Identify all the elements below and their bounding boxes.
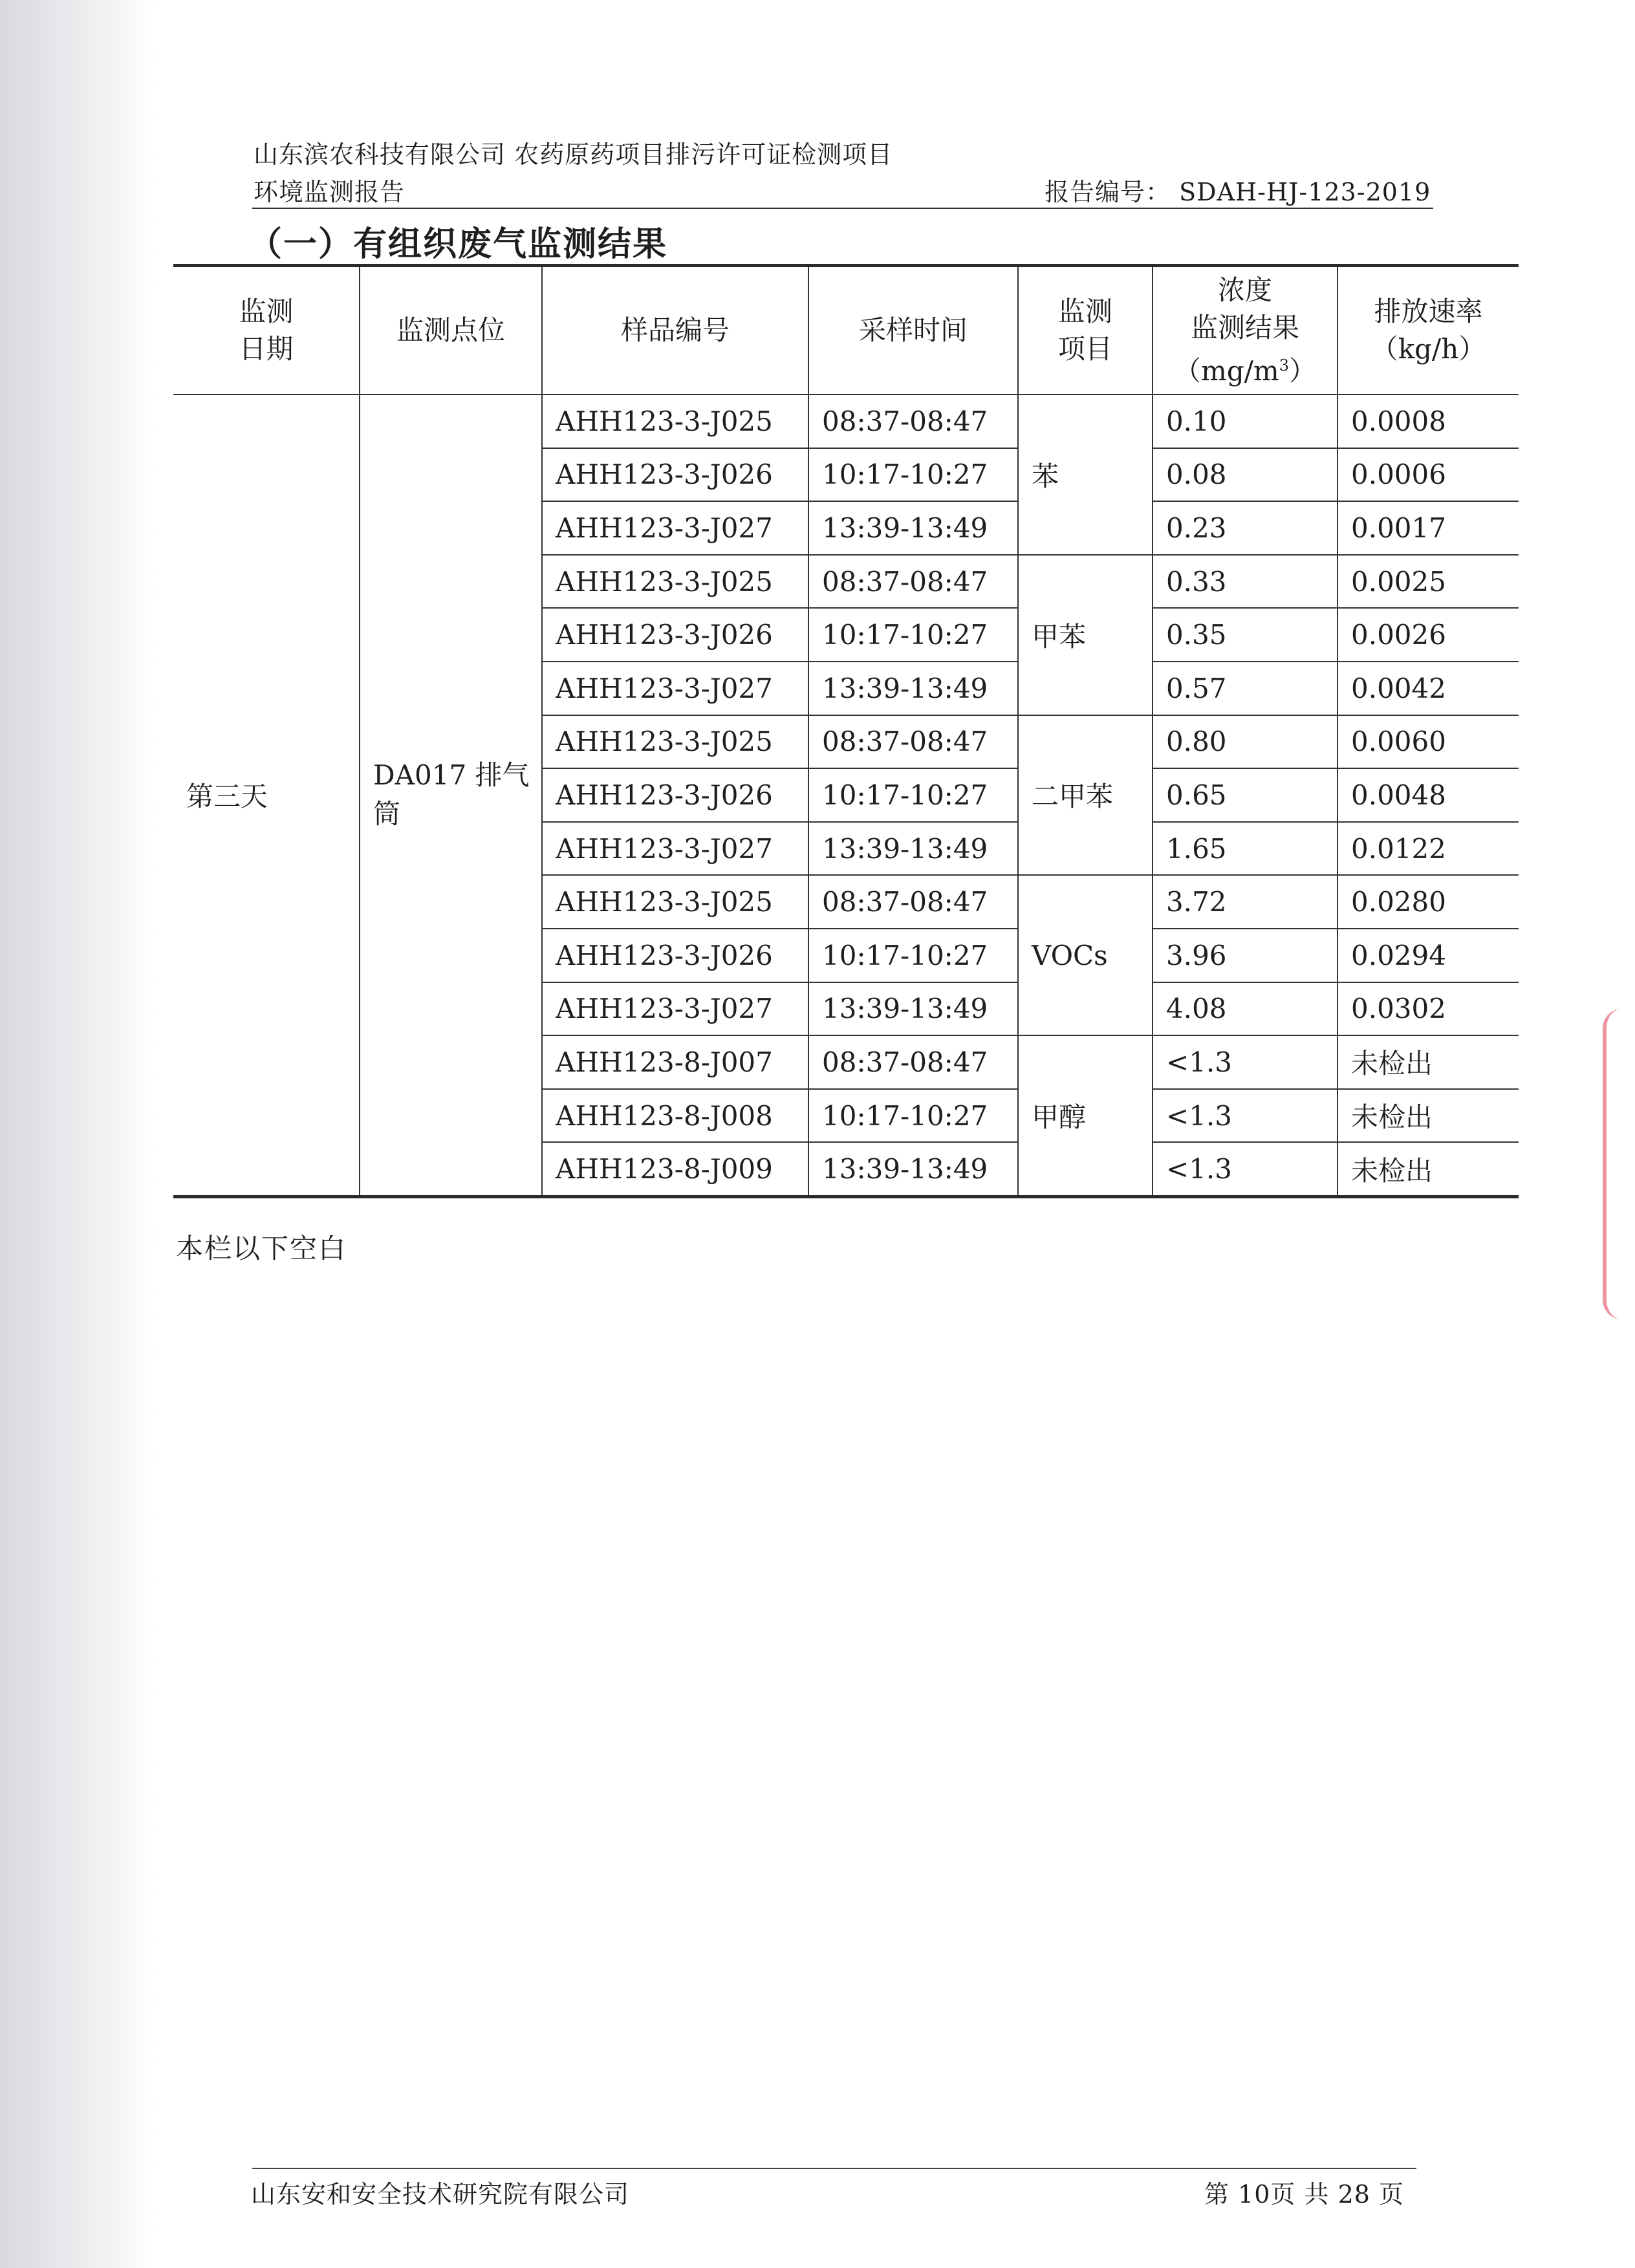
cell-rate: 0.0008 — [1337, 394, 1519, 448]
section-title: （一）有组织废气监测结果 — [248, 225, 668, 264]
cell-conc: <1.3 — [1153, 1142, 1337, 1196]
results-table — [173, 264, 1519, 1198]
cell-time: 08:37-08:47 — [808, 1035, 1018, 1089]
cell-sample: AHH123-3-J026 — [542, 768, 808, 822]
cell-item: 苯 — [1018, 394, 1153, 555]
header-concentration — [1153, 266, 1337, 395]
cell-sample: AHH123-8-J009 — [542, 1142, 808, 1196]
table-row — [173, 394, 1519, 448]
cell-time: 10:17-10:27 — [808, 929, 1018, 982]
header-time: 采样时间 — [808, 266, 1018, 395]
cell-time: 08:37-08:47 — [808, 715, 1018, 769]
cell-conc: 0.80 — [1153, 715, 1337, 769]
cell-time: 13:39-13:49 — [808, 822, 1018, 876]
report-header-title: 环境监测报告 — [254, 178, 406, 206]
header-conc-unit-end: ） — [1288, 354, 1316, 387]
cell-rate: 0.0302 — [1337, 982, 1519, 1036]
cell-conc: <1.3 — [1153, 1089, 1337, 1143]
cell-time: 13:39-13:49 — [808, 662, 1018, 715]
cell-sample: AHH123-3-J027 — [542, 982, 808, 1036]
cell-time: 08:37-08:47 — [808, 875, 1018, 929]
footer-page-number: 第 10页 共 28 页 — [1204, 2180, 1405, 2209]
cell-conc: <1.3 — [1153, 1035, 1337, 1089]
cell-conc: 0.08 — [1153, 448, 1337, 502]
cell-sample: AHH123-3-J026 — [542, 608, 808, 662]
cell-conc: 3.72 — [1153, 875, 1337, 929]
cell-conc: 0.33 — [1153, 555, 1337, 609]
cell-rate: 0.0294 — [1337, 929, 1519, 982]
report-number: 报告编号： SDAH-HJ-123-2019 — [1045, 178, 1431, 206]
cell-sample: AHH123-8-J008 — [542, 1089, 808, 1143]
header-rate — [1337, 266, 1519, 395]
header-conc-unit — [1153, 347, 1337, 390]
header-conc-unit-sup: 3 — [1279, 356, 1289, 374]
cell-sample: AHH123-3-J026 — [542, 929, 808, 982]
cell-sample: AHH123-3-J027 — [542, 662, 808, 715]
table-header-row — [173, 266, 1519, 395]
header-conc-unit-main: （mg/m — [1174, 354, 1279, 387]
cell-conc: 0.35 — [1153, 608, 1337, 662]
cell-item: 二甲苯 — [1018, 715, 1153, 876]
cell-time: 08:37-08:47 — [808, 555, 1018, 609]
cell-sample: AHH123-3-J025 — [542, 715, 808, 769]
cell-rate: 0.0042 — [1337, 662, 1519, 715]
footer-divider — [252, 2168, 1416, 2169]
cell-rate: 0.0017 — [1337, 501, 1519, 555]
cell-rate: 0.0280 — [1337, 875, 1519, 929]
scan-shadow — [0, 0, 155, 2268]
cell-sample: AHH123-3-J027 — [542, 822, 808, 876]
cell-conc: 0.57 — [1153, 662, 1337, 715]
results-table-wrapper — [173, 264, 1519, 1198]
cell-item: 甲苯 — [1018, 555, 1153, 715]
cell-sample: AHH123-8-J007 — [542, 1035, 808, 1089]
cell-time: 10:17-10:27 — [808, 1089, 1018, 1143]
cell-rate: 未检出 — [1337, 1089, 1519, 1143]
cell-rate: 0.0026 — [1337, 608, 1519, 662]
header-divider — [252, 208, 1433, 209]
cell-sample: AHH123-3-J025 — [542, 875, 808, 929]
cell-conc: 0.10 — [1153, 394, 1337, 448]
footer-organization: 山东安和安全技术研究院有限公司 — [251, 2180, 630, 2209]
cell-point: DA017 排气筒 — [360, 394, 542, 1196]
header-date-l2: 日期 — [239, 333, 294, 365]
header-date — [173, 266, 360, 395]
cell-rate: 未检出 — [1337, 1035, 1519, 1089]
header-sample: 样品编号 — [542, 266, 808, 395]
cell-sample: AHH123-3-J025 — [542, 555, 808, 609]
cell-conc: 4.08 — [1153, 982, 1337, 1036]
cell-rate: 0.0048 — [1337, 768, 1519, 822]
report-header-company: 山东滨农科技有限公司 农药原药项目排污许可证检测项目 — [254, 140, 893, 169]
cell-item: VOCs — [1018, 875, 1153, 1035]
cell-rate: 0.0025 — [1337, 555, 1519, 609]
cell-rate: 0.0060 — [1337, 715, 1519, 769]
cell-item: 甲醇 — [1018, 1035, 1153, 1196]
header-item-l1: 监测 — [1057, 296, 1112, 327]
cell-rate: 0.0006 — [1337, 448, 1519, 502]
cell-sample: AHH123-3-J026 — [542, 448, 808, 502]
header-item-l2: 项目 — [1057, 333, 1112, 365]
header-date-l1: 监测 — [239, 296, 294, 327]
cell-time: 08:37-08:47 — [808, 394, 1018, 448]
cell-rate: 0.0122 — [1337, 822, 1519, 876]
cell-conc: 0.65 — [1153, 768, 1337, 822]
header-item — [1018, 266, 1153, 395]
red-seal-edge — [1603, 1009, 1635, 1319]
cell-conc: 0.23 — [1153, 501, 1337, 555]
cell-conc: 1.65 — [1153, 822, 1337, 876]
cell-conc: 3.96 — [1153, 929, 1337, 982]
cell-time: 10:17-10:27 — [808, 448, 1018, 502]
cell-time: 10:17-10:27 — [808, 608, 1018, 662]
cell-time: 10:17-10:27 — [808, 768, 1018, 822]
cell-date: 第三天 — [173, 394, 360, 1196]
cell-time: 13:39-13:49 — [808, 982, 1018, 1036]
header-rate-l2: （kg/h） — [1370, 333, 1486, 365]
cell-sample: AHH123-3-J025 — [542, 394, 808, 448]
header-point: 监测点位 — [360, 266, 542, 395]
cell-rate: 未检出 — [1337, 1142, 1519, 1196]
cell-time: 13:39-13:49 — [808, 1142, 1018, 1196]
blank-below-note: 本栏以下空白 — [176, 1233, 347, 1264]
header-conc-l1: 浓度 — [1217, 274, 1272, 306]
cell-sample: AHH123-3-J027 — [542, 501, 808, 555]
header-conc-l2: 监测结果 — [1190, 311, 1299, 343]
cell-time: 13:39-13:49 — [808, 501, 1018, 555]
header-rate-l1: 排放速率 — [1374, 296, 1483, 327]
